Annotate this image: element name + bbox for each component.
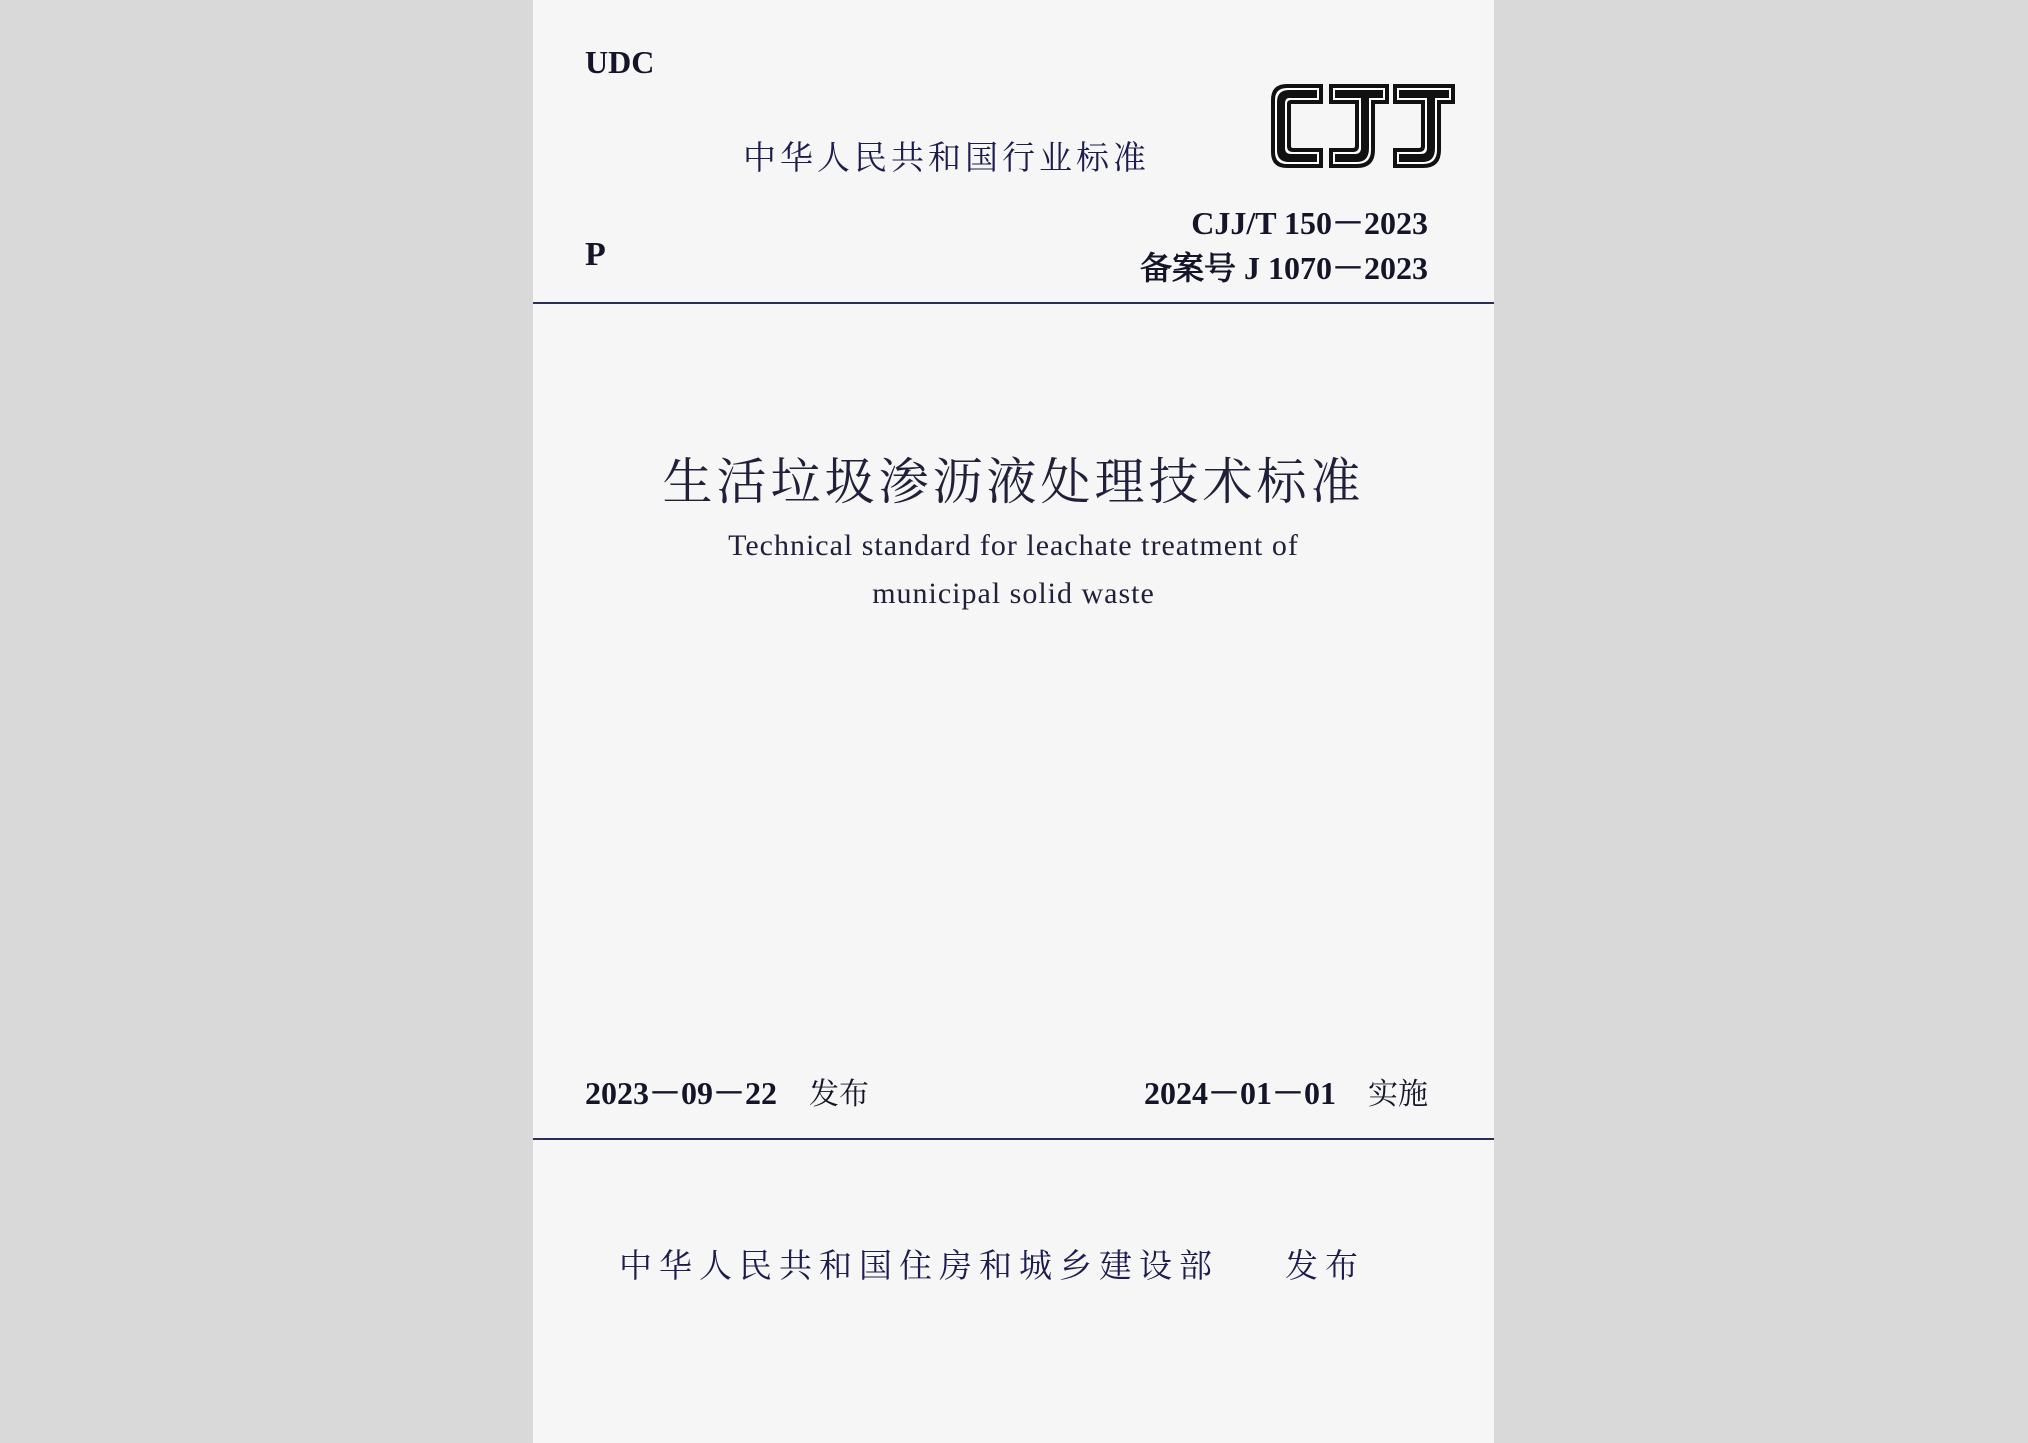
bottom-divider — [533, 1138, 1494, 1140]
industry-standard-heading: 中华人民共和国行业标准 — [743, 138, 1150, 177]
issue-date: 2023－09－22 — [585, 1075, 778, 1111]
english-title — [533, 522, 1494, 618]
english-title-line-2: municipal solid waste — [872, 577, 1155, 610]
standard-number: CJJ/T 150－2023 — [1191, 205, 1428, 241]
publisher-line — [619, 1240, 1365, 1287]
classification-code: P — [585, 236, 606, 273]
issue-label: 发布 — [809, 1077, 870, 1112]
implement-date: 2024－01－01 — [1143, 1075, 1336, 1111]
filing-number: 备案号 J 1070－2023 — [1139, 250, 1428, 286]
issue-date-row — [585, 1068, 869, 1114]
document-cover — [533, 0, 1494, 1443]
udc-label: UDC — [585, 44, 655, 80]
english-title-line-1: Technical standard for leachate treatment of — [728, 529, 1299, 562]
chinese-title: 生活垃圾渗沥液处理技术标准 — [662, 453, 1365, 511]
publisher-name: 中华人民共和国住房和城乡建设部 — [619, 1246, 1219, 1285]
publish-label: 发布 — [1285, 1246, 1365, 1285]
implement-label: 实施 — [1368, 1077, 1428, 1112]
cjj-logo-graphic — [1263, 80, 1463, 172]
top-divider — [533, 302, 1494, 304]
implement-date-row — [1144, 1068, 1428, 1114]
cjj-logo — [1263, 80, 1463, 172]
